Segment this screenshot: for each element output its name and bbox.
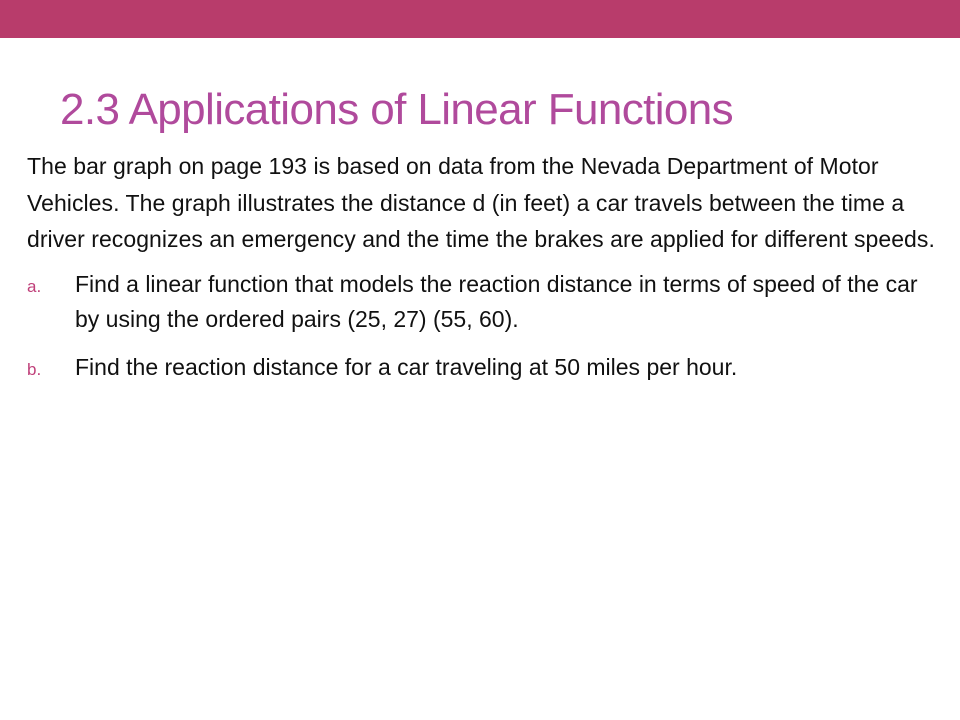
- list-item: [27, 267, 937, 338]
- list-marker: b.: [27, 359, 42, 379]
- question-list: [27, 267, 937, 386]
- top-accent-bar: [0, 0, 960, 38]
- slide-content: [27, 148, 937, 397]
- list-item-text: Find a linear function that models the reaction distance in terms of speed of the car by using the ordered pairs (25, 27) (55, 60).: [75, 270, 918, 332]
- list-item: [27, 350, 937, 386]
- list-marker: a.: [27, 276, 42, 296]
- list-item-text: Find the reaction distance for a car traveling at 50 miles per hour.: [75, 353, 738, 380]
- slide-title: 2.3 Applications of Linear Functions: [60, 85, 734, 134]
- intro-paragraph: The bar graph on page 193 is based on data from the Nevada Department of Motor Vehicles. The graph illustrates the distance d (in feet) a car travels between the time a driver recognizes an emergency and the time the brakes are applied for different speeds.: [27, 153, 935, 252]
